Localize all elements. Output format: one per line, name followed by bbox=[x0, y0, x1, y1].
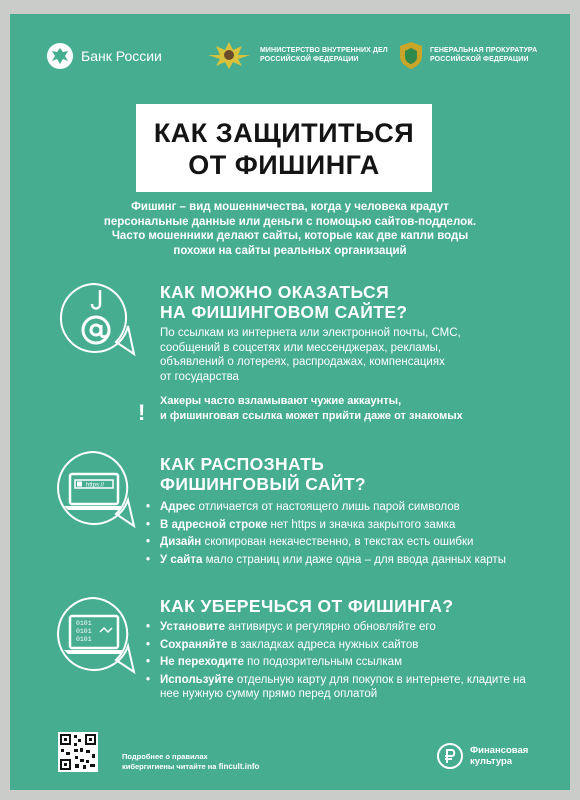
list-item: • У сайта мало страниц или даже одна – для ввода данных карты bbox=[146, 553, 536, 568]
section1-warning bbox=[160, 394, 540, 423]
page-title-line1: КАК ЗАЩИТИТЬСЯ bbox=[153, 118, 415, 148]
list-item: • Используйте отдельную карту для покупок в интернете, кладите на нее нужную сумму прямо перед оплатой bbox=[146, 673, 536, 702]
prosecutor-line2: РОССИЙСКОЙ ФЕДЕРАЦИИ bbox=[430, 56, 529, 63]
footer-line1: Подробнее о правилах bbox=[122, 752, 208, 761]
ruble-icon bbox=[436, 742, 464, 770]
binary-text: 0101 bbox=[76, 636, 92, 643]
list-item: • В адресной строке нет https и значка закрытого замка bbox=[146, 518, 536, 533]
section1-title bbox=[160, 282, 407, 322]
footer-text bbox=[122, 752, 259, 772]
section2-bullets bbox=[146, 500, 536, 570]
list-item: • Дизайн скопирован некачественно, в текстах есть ошибки bbox=[146, 535, 536, 550]
intro-line: персональные данные или деньги с помощью сайтов-подделок. bbox=[103, 215, 477, 228]
fin-line2: культура bbox=[470, 756, 513, 767]
bank-of-russia-logo bbox=[46, 42, 162, 70]
page-title-line2: ОТ ФИШИНГА bbox=[188, 150, 380, 180]
warning-line: и фишинговая ссылка может прийти даже от знакомых bbox=[160, 409, 463, 422]
mvd-line2: РОССИЙСКОЙ ФЕДЕРАЦИИ bbox=[260, 56, 359, 63]
list-item: • Не переходите по подозрительным ссылкам bbox=[146, 655, 536, 670]
mvd-logo bbox=[206, 40, 388, 70]
prosecutor-line1: ГЕНЕРАЛЬНАЯ ПРОКУРАТУРА bbox=[430, 47, 538, 54]
list-item: • Установите антивирус и регулярно обновляйте его bbox=[146, 620, 536, 635]
footer-line2: кибергигиены читайте на fincult.info bbox=[122, 762, 260, 771]
section1-text-line: сообщений в соцсетях или мессенджерах, рекламы, bbox=[160, 341, 442, 354]
mvd-emblem-icon bbox=[206, 40, 252, 70]
section3-title: КАК УБЕРЕЧЬСЯ ОТ ФИШИНГА? bbox=[160, 596, 454, 616]
section1-text-line: от государства bbox=[160, 370, 239, 383]
section2-title-line: ФИШИНГОВЫЙ САЙТ? bbox=[160, 474, 367, 494]
poster bbox=[10, 14, 570, 790]
intro-line: Фишинг – вид мошенничества, когда у человека крадут bbox=[131, 201, 449, 213]
eagle-emblem-icon bbox=[46, 42, 74, 70]
intro-line: Часто мошенники делают сайты, которые как две капли воды bbox=[111, 230, 469, 242]
fincult-link[interactable]: fincult.info bbox=[218, 762, 260, 771]
intro-line: похожи на сайты реальных организаций bbox=[173, 244, 407, 257]
section1-title-line: НА ФИШИНГОВОМ САЙТЕ? bbox=[160, 302, 408, 322]
section2-title-line: КАК РАСПОЗНАТЬ bbox=[160, 454, 325, 474]
mvd-line1: МИНИСТЕРСТВО ВНУТРЕННИХ ДЕЛ bbox=[260, 47, 388, 54]
phishing-hook-icon bbox=[52, 276, 138, 362]
title-box bbox=[136, 104, 432, 192]
intro-text bbox=[100, 200, 480, 258]
section1-text bbox=[160, 326, 540, 384]
bank-of-russia-name: Банк России bbox=[81, 48, 162, 64]
qr-code[interactable] bbox=[58, 732, 98, 772]
prosecutor-emblem-icon bbox=[398, 40, 424, 70]
list-item: • Сохраняйте в закладках адреса нужных сайтов bbox=[146, 638, 536, 653]
https-text: https:// bbox=[86, 482, 105, 489]
section3-bullets bbox=[146, 620, 536, 705]
laptop-https-icon bbox=[50, 446, 138, 532]
binary-text: 0101 bbox=[76, 620, 92, 627]
section1-title-line: КАК МОЖНО ОКАЗАТЬСЯ bbox=[160, 282, 390, 302]
warning-line: Хакеры часто взламывают чужие аккаунты, bbox=[160, 395, 402, 407]
list-item: • Адрес отличается от настоящего лишь парой символов bbox=[146, 500, 536, 515]
section2-title bbox=[160, 454, 366, 494]
section1-text-line: По ссылкам из интернета или электронной почты, СМС, bbox=[160, 327, 461, 339]
fin-line1: Финансовая bbox=[470, 745, 529, 756]
financial-culture-logo bbox=[436, 742, 528, 770]
warning-mark: ! bbox=[138, 400, 146, 425]
laptop-binary-icon bbox=[50, 592, 138, 678]
binary-text: 0101 bbox=[76, 628, 92, 635]
section1-text-line: объявлений о лотереях, распродажах, компенсациях bbox=[160, 356, 445, 368]
prosecutor-logo bbox=[398, 40, 537, 70]
